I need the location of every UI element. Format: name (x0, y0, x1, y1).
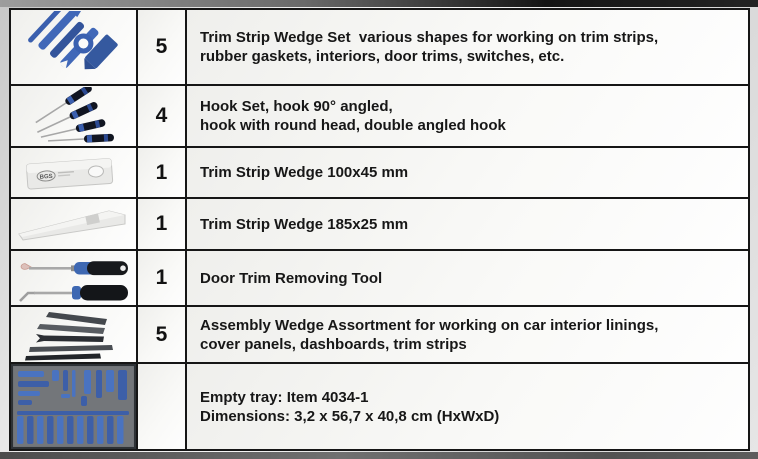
door-trim-removing-tool-photo (14, 251, 134, 305)
quantity-cell (138, 10, 187, 84)
quantity-cell (138, 364, 187, 449)
description-cell (187, 86, 748, 146)
quantity-value: 1 (155, 160, 168, 184)
page-bottom-edge (0, 452, 758, 459)
description-line: Empty tray: Item 4034-1 (200, 388, 369, 406)
table-row (11, 10, 748, 86)
description-line: Trim Strip Wedge Set various shapes for working on trim strips, (200, 29, 659, 46)
description-line: Trim Strip Wedge 185x25 mm (200, 215, 409, 233)
quantity-value: 1 (155, 266, 168, 289)
product-image-cell (11, 251, 138, 305)
description-line: Dimensions: 3,2 x 56,7 x 40,8 cm (HxWxD) (200, 407, 500, 425)
description-cell (187, 148, 748, 197)
description-line: rubber gaskets, interiors, door trims, switches, etc. (200, 48, 565, 65)
description-line: hook with round head, double angled hook (200, 117, 506, 134)
product-image-cell (11, 86, 138, 146)
trim-strip-wedge-set-photo (14, 11, 134, 83)
trim-strip-wedge-100x45-photo (14, 148, 134, 197)
description-cell (187, 10, 748, 84)
description-cell (187, 251, 748, 305)
description-cell (187, 307, 748, 362)
description-cell (187, 199, 748, 249)
quantity-cell (138, 148, 187, 197)
description-line: Hook Set, hook 90° angled, (200, 98, 393, 115)
table-row (11, 86, 748, 148)
empty-tray-photo (11, 364, 136, 449)
parts-table (9, 8, 750, 451)
description-line: Door Trim Removing Tool (200, 269, 383, 287)
description-line: cover panels, dashboards, trim strips (200, 335, 467, 353)
quantity-cell (138, 199, 187, 249)
table-row (11, 251, 748, 307)
product-image-cell (11, 364, 138, 449)
quantity-value: 5 (155, 35, 168, 58)
description-cell (187, 364, 748, 449)
product-image-cell (11, 199, 138, 249)
quantity-value: 4 (155, 104, 168, 127)
product-image-cell (11, 10, 138, 84)
quantity-value: 5 (155, 322, 168, 346)
bgs-logo-text: BGS (39, 173, 53, 181)
hook-set-photo (14, 87, 134, 145)
quantity-cell (138, 307, 187, 362)
trim-strip-wedge-185x25-photo (14, 199, 134, 249)
table-row (11, 199, 748, 251)
quantity-value: 1 (155, 212, 168, 235)
description-line: Assembly Wedge Assortment for working on car interior linings, (200, 316, 659, 334)
quantity-cell (138, 251, 187, 305)
assembly-wedge-assortment-photo (14, 307, 134, 362)
table-row (11, 307, 748, 364)
quantity-cell (138, 86, 187, 146)
table-row (11, 148, 748, 199)
table-row (11, 364, 748, 449)
product-image-cell (11, 148, 138, 197)
product-image-cell (11, 307, 138, 362)
description-line: Trim Strip Wedge 100x45 mm (200, 164, 409, 181)
page-top-edge (0, 0, 758, 7)
